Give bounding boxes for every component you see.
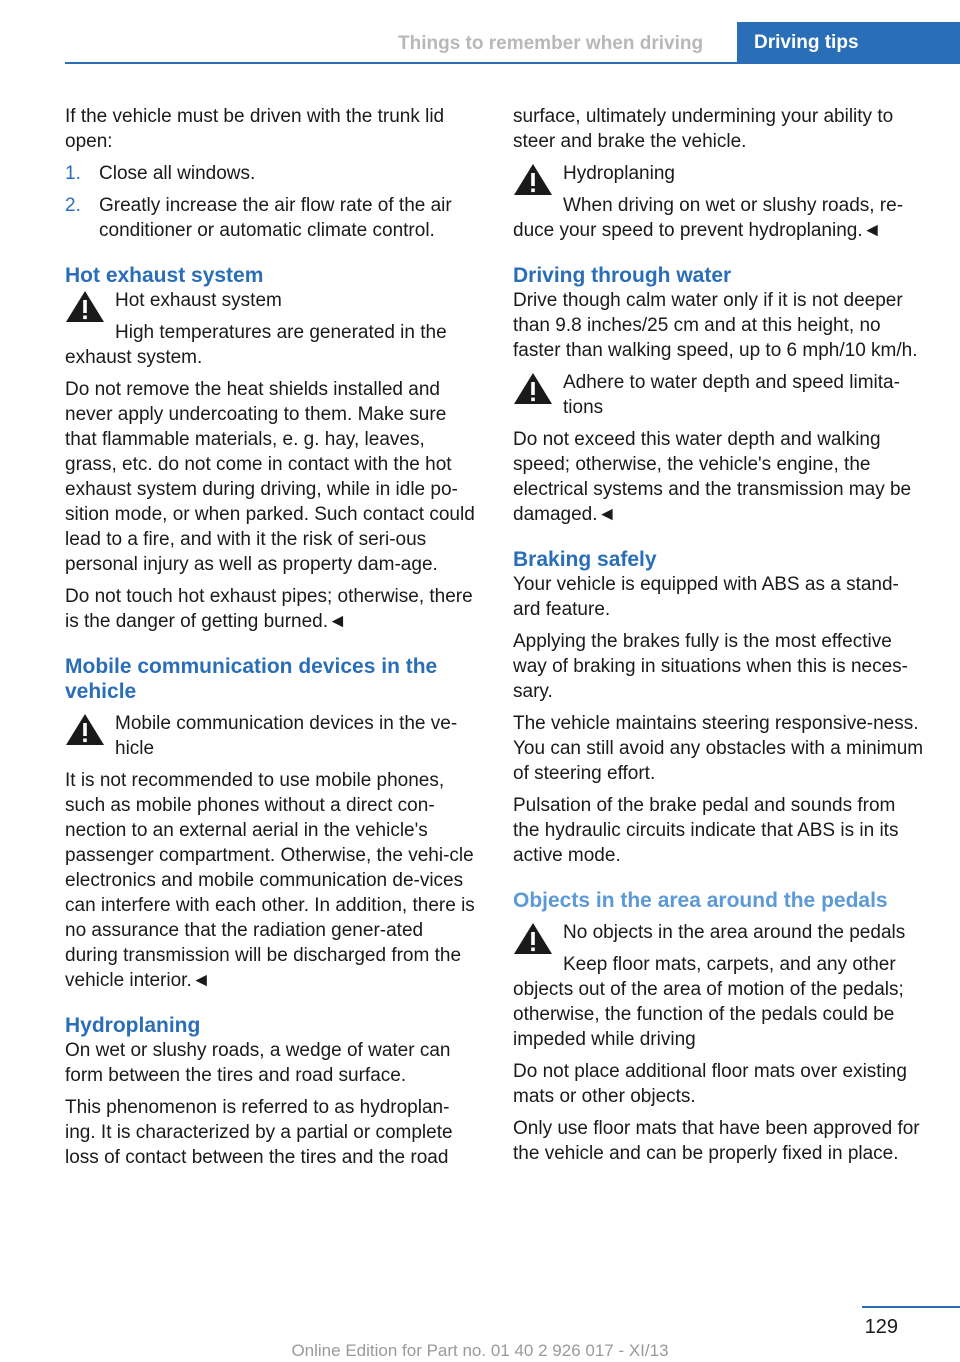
warning-triangle-icon bbox=[513, 163, 553, 197]
list-item bbox=[65, 161, 477, 186]
warning-title: Hydroplaning bbox=[563, 163, 675, 184]
footer-rule bbox=[862, 1306, 960, 1308]
paragraph: Your vehicle is equipped with ABS as a stand-ard feature. bbox=[513, 574, 899, 620]
paragraph: surface, ultimately undermining your ability to steer and brake the vehicle. bbox=[513, 106, 894, 152]
list-text: Close all windows. bbox=[99, 163, 256, 184]
left-column bbox=[65, 104, 477, 1177]
driving-through-water-heading: Driving through water bbox=[513, 264, 732, 287]
mobile-devices-warning bbox=[65, 711, 477, 761]
paragraph: Do not remove the heat shields installed and never apply undercoating to them. Make sure that flammable materials, e. g. hay, leaves, grass, etc. do not come in contact with the hot exhaust system during driving, while in idle po-sition mode, or when parked. Such contact could lead to a fire, and with it the risk of seri-ous personal injury as well as property dam-age. bbox=[65, 379, 475, 575]
paragraph: It is not recommended to use mobile phones, such as mobile phones without a direct con-nection to an external aerial in the vehicle's passenger compartment. Otherwise, the vehi-cle electronics and mobile communication de-vices can interfere with each other. In addition, there is no assurance that the radiation gener-ated during transmission will be discharged from the vehicle interior.◄ bbox=[65, 770, 475, 991]
list-text: Greatly increase the air flow rate of the air conditioner or automatic climate control. bbox=[99, 195, 452, 241]
right-column bbox=[513, 104, 926, 1173]
list-number: 1. bbox=[65, 163, 81, 184]
list-item bbox=[65, 193, 477, 243]
paragraph: Only use floor mats that have been approved for the vehicle and can be properly fixed in place. bbox=[513, 1118, 920, 1164]
header-rule bbox=[65, 62, 960, 64]
hot-exhaust-warning bbox=[65, 288, 477, 370]
trunk-intro: If the vehicle must be driven with the trunk lid open: bbox=[65, 106, 445, 152]
warning-body: Keep floor mats, carpets, and any other objects out of the area of motion of the pedals; otherwise, the function of the pedals could be impeded while driving bbox=[513, 954, 904, 1050]
warning-triangle-icon bbox=[513, 922, 553, 956]
paragraph: Pulsation of the brake pedal and sounds from the hydraulic circuits indicate that ABS is in its active mode. bbox=[513, 795, 899, 866]
paragraph: This phenomenon is referred to as hydroplan-ing. It is characterized by a partial or complete loss of contact between the tires and the road bbox=[65, 1097, 453, 1168]
trunk-steps-list bbox=[65, 161, 477, 243]
paragraph: On wet or slushy roads, a wedge of water can form between the tires and road surface. bbox=[65, 1040, 451, 1086]
header-section-title: Things to remember when driving bbox=[398, 33, 704, 54]
mobile-devices-heading: Mobile communication devices in the vehicle bbox=[65, 655, 438, 703]
header-chapter-tab: Driving tips bbox=[737, 22, 960, 62]
warning-body: When driving on wet or slushy roads, re-duce your speed to prevent hydroplaning.◄ bbox=[513, 195, 904, 241]
pedals-heading: Objects in the area around the pedals bbox=[513, 889, 888, 912]
warning-triangle-icon bbox=[513, 372, 553, 406]
hydroplaning-heading: Hydroplaning bbox=[65, 1014, 201, 1037]
paragraph: Do not place additional floor mats over existing mats or other objects. bbox=[513, 1061, 907, 1107]
edition-note: Online Edition for Part no. 01 40 2 926 017 - XI/13 bbox=[291, 1341, 669, 1360]
hydroplaning-warning bbox=[513, 161, 926, 243]
warning-title: Adhere to water depth and speed limita-tions bbox=[563, 372, 900, 418]
warning-triangle-icon bbox=[65, 713, 105, 747]
hot-exhaust-heading: Hot exhaust system bbox=[65, 264, 264, 287]
warning-title: Mobile communication devices in the ve-hicle bbox=[115, 713, 458, 759]
paragraph: Do not exceed this water depth and walking speed; otherwise, the vehicle's engine, the electrical systems and the transmission may be damaged.◄ bbox=[513, 429, 912, 525]
water-depth-warning bbox=[513, 370, 926, 420]
warning-triangle-icon bbox=[65, 290, 105, 324]
pedals-warning bbox=[513, 920, 926, 1052]
page-number: 129 bbox=[864, 1316, 898, 1338]
paragraph: Drive though calm water only if it is not deeper than 9.8 inches/25 cm and at this height, no faster than walking speed, up to 6 mph/10 km/h. bbox=[513, 290, 918, 361]
braking-safely-heading: Braking safely bbox=[513, 548, 657, 571]
list-number: 2. bbox=[65, 195, 81, 216]
warning-body: High temperatures are generated in the exhaust system. bbox=[65, 322, 447, 368]
warning-title: Hot exhaust system bbox=[115, 290, 282, 311]
paragraph: Applying the brakes fully is the most effective way of braking in situations when this is neces-sary. bbox=[513, 631, 908, 702]
paragraph: The vehicle maintains steering responsive-ness. You can still avoid any obstacles with a minimum of steering effort. bbox=[513, 713, 924, 784]
paragraph: Do not touch hot exhaust pipes; otherwise, there is the danger of getting burned.◄ bbox=[65, 586, 473, 632]
warning-title: No objects in the area around the pedals bbox=[563, 922, 906, 943]
